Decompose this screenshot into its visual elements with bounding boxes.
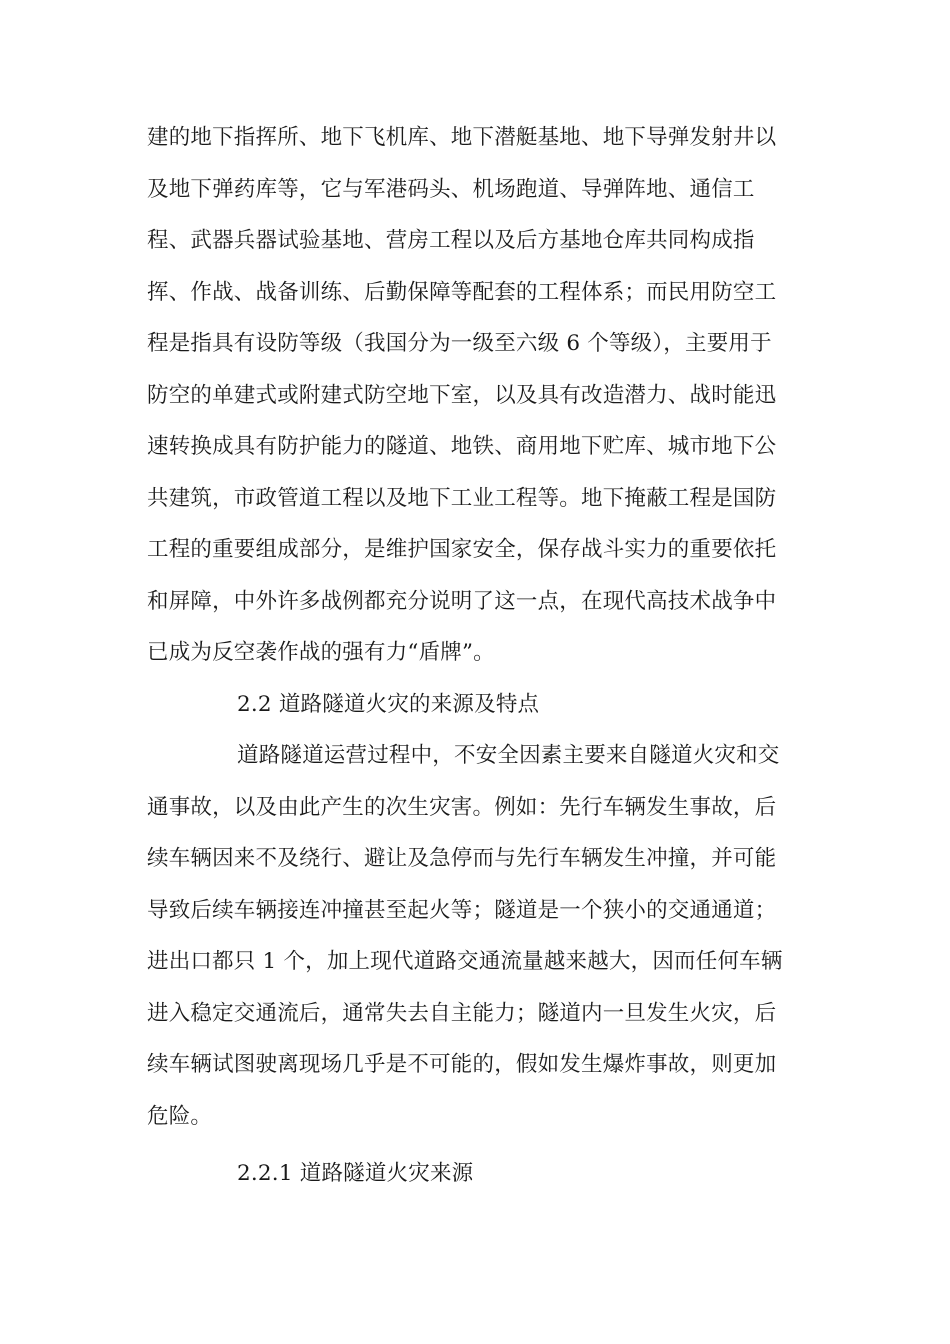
paragraph-line: 防空的单建式或附建式防空地下室，以及具有改造潜力、战时能迅	[147, 382, 777, 408]
paragraph-line: 进出口都只 1 个，加上现代道路交通流量越来越大，因而任何车辆	[147, 949, 783, 974]
document-page	[147, 112, 807, 1200]
paragraph-line: 续车辆因来不及绕行、避让及急停而与先行车辆发生冲撞，并可能	[147, 846, 777, 871]
paragraph-line: 续车辆试图驶离现场几乎是不可能的，假如发生爆炸事故，则更加	[147, 1052, 777, 1077]
paragraph-line: 进入稳定交通流后，通常失去自主能力；隧道内一旦发生火灾，后	[147, 1000, 777, 1026]
paragraph-tunnel-fire-sources	[147, 730, 807, 1142]
paragraph-line: 道路隧道运营过程中，不安全因素主要来自隧道火灾和交	[237, 743, 780, 768]
paragraph-line: 程是指具有设防等级（我国分为一级至六级 6 个等级），主要用于	[147, 331, 772, 356]
paragraph-line: 通事故，以及由此产生的次生灾害。例如：先行车辆发生事故，后	[147, 794, 777, 820]
paragraph-line: 程、武器兵器试验基地、营房工程以及后方基地仓库共同构成指	[147, 228, 755, 253]
paragraph-line: 和屏障，中外许多战例都充分说明了这一点，在现代高技术战争中	[147, 588, 777, 614]
paragraph-line: 导致后续车辆接连冲撞甚至起火等；隧道是一个狭小的交通通道；	[147, 897, 777, 923]
paragraph-line: 危险。	[147, 1103, 213, 1129]
paragraph-line: 挥、作战、战备训练、后勤保障等配套的工程体系；而民用防空工	[147, 279, 777, 305]
section-heading-2-2-1: 2.2.1 道路隧道火灾来源	[237, 1161, 474, 1186]
paragraph-military-civil-defense	[147, 112, 807, 679]
paragraph-line: 工程的重要组成部分，是维护国家安全，保存战斗实力的重要依托	[147, 537, 777, 562]
paragraph-line: 已成为反空袭作战的强有力“盾牌”。	[147, 640, 495, 665]
paragraph-line: 及地下弹药库等，它与军港码头、机场跑道、导弹阵地、通信工	[147, 176, 755, 202]
paragraph-line: 共建筑，市政管道工程以及地下工业工程等。地下掩蔽工程是国防	[147, 485, 777, 511]
section-heading-2-2: 2.2 道路隧道火灾的来源及特点	[237, 691, 540, 717]
paragraph-line: 速转换成具有防护能力的隧道、地铁、商用地下贮库、城市地下公	[147, 434, 777, 459]
paragraph-line: 建的地下指挥所、地下飞机库、地下潜艇基地、地下导弹发射井以	[147, 125, 777, 150]
